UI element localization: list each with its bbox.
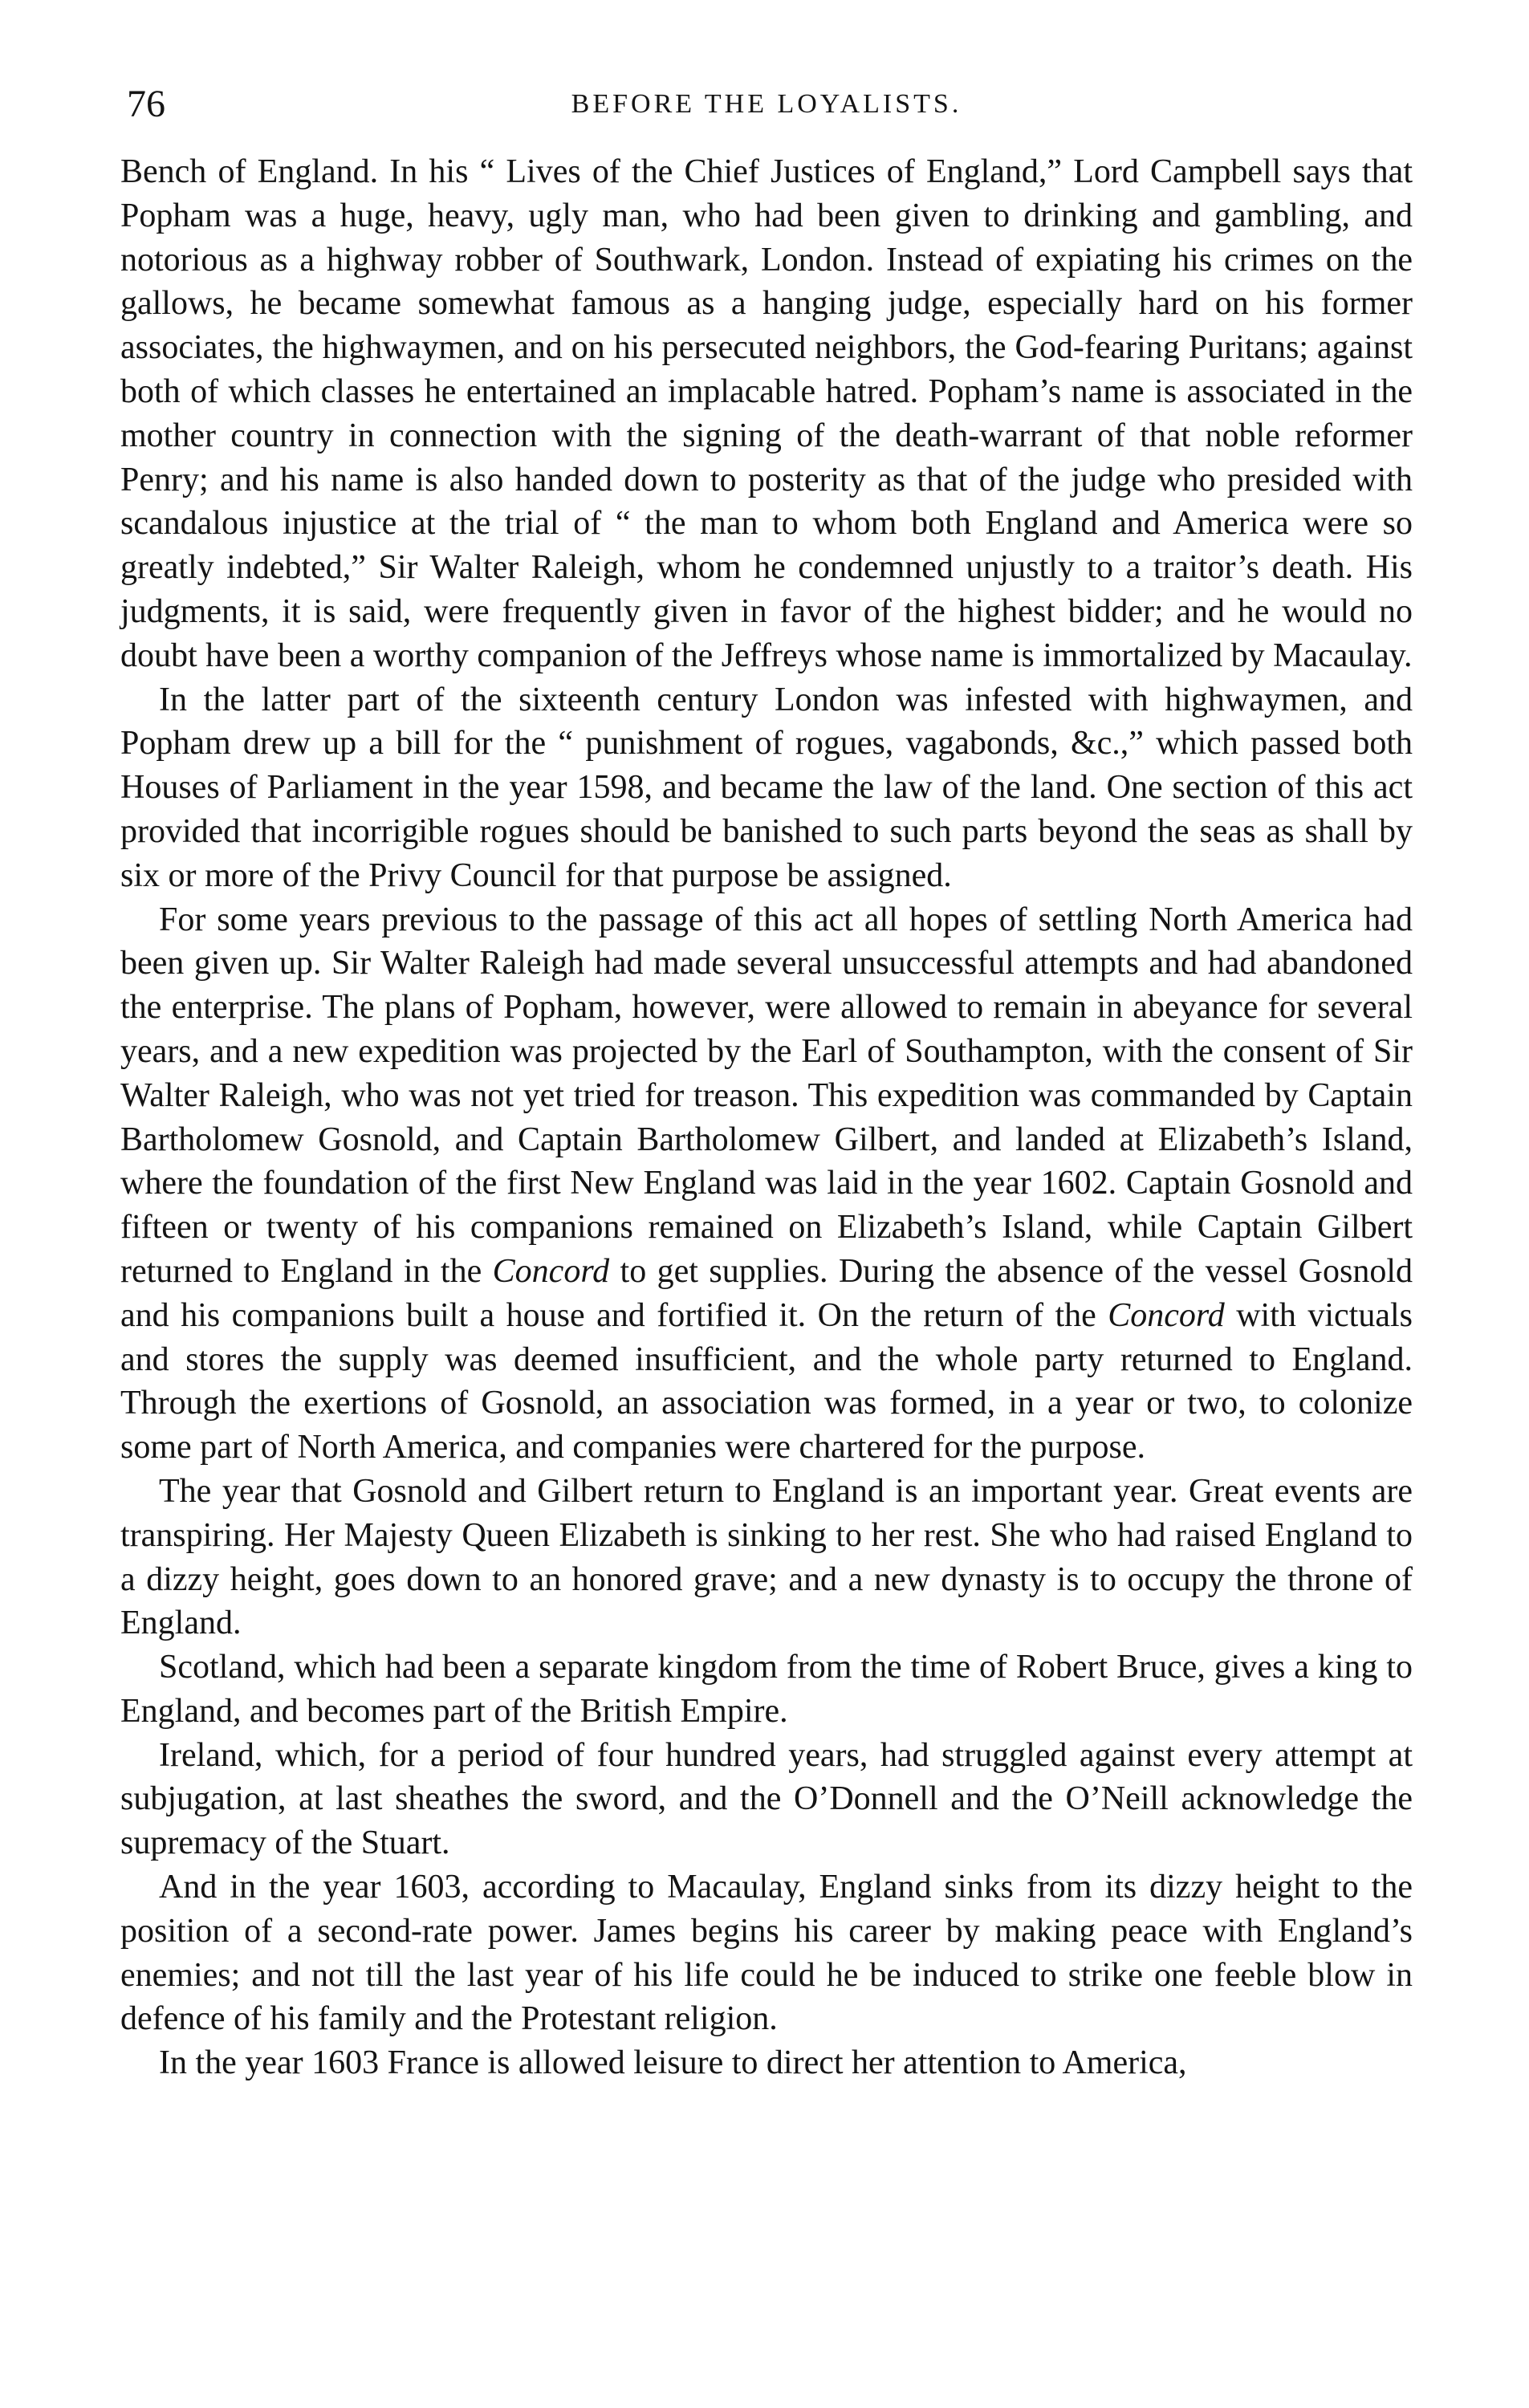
paragraph-text: with victuals and stores the supply was deemed insufficient, and the whole party returned to England. Through the exertions of Gosnold, an association was formed, in a year or two, to colonize some part of North America, and companies were chartered for the purpose. bbox=[120, 1296, 1413, 1466]
paragraph bbox=[120, 1645, 1413, 1734]
paragraph bbox=[120, 150, 1413, 678]
paragraph-text: For some years previous to the passage of this act all hopes of settling North America had been given up. Sir Walter Raleigh had made several unsuccessful attempts and had abandoned the enterprise. The plans of Popham, however, were allowed to remain in abeyance for several years, and a new expedition was projected by the Earl of Southampton, with the consent of Sir Walter Raleigh, who was not yet tried for treason. This expedition was commanded by Captain Bartholomew Gosnold, and Captain Bartholomew Gilbert, and landed at Elizabeth’s Island, where the foundation of the first New England was laid in the year 1602. Captain Gosnold and fifteen or twenty of his companions remained on Elizabeth’s Island, while Captain Gilbert returned to England in the bbox=[120, 901, 1413, 1290]
page-number: 76 bbox=[127, 83, 165, 125]
paragraph-text: Scotland, which had been a separate kingdom from the time of Robert Bruce, gives a king to England, and becomes part of the British Empire. bbox=[120, 1649, 1413, 1730]
body-text bbox=[120, 150, 1413, 2085]
paragraph bbox=[120, 1470, 1413, 1645]
paragraph bbox=[120, 1865, 1413, 2041]
book-page bbox=[120, 76, 1413, 2085]
paragraph-text: to get supplies. During the absence of the vessel Gosnold and his companions built a house and fortified it. On the return of the bbox=[120, 1252, 1413, 1334]
ship-name: Concord bbox=[492, 1252, 610, 1290]
paragraph-text: The year that Gosnold and Gilbert return to England is an important year. Great events are transpiring. Her Majesty Queen Elizabeth is sinking to her rest. She who had raised England to a dizzy height, goes down to an honored grave; and a new dynasty is to occupy the throne of England. bbox=[120, 1472, 1413, 1642]
running-title: BEFORE THE LOYALISTS. bbox=[571, 89, 962, 119]
paragraph-text: In the latter part of the sixteenth century London was infested with highwaymen, and Popham drew up a bill for the “ punishment of rogues, vagabonds, &c.,” which passed both Houses of Parliament in the year 1598, and became the law of the land. One section of this act provided that incorrigible rogues should be banished to such parts beyond the seas as shall by six or more of the Privy Council for that purpose be assigned. bbox=[120, 681, 1413, 894]
paragraph-text: In the year 1603 France is allowed leisure to direct her attention to America, bbox=[159, 2044, 1187, 2082]
paragraph-text: Bench of England. In his “ Lives of the Chief Justices of England,” Lord Campbell says that Popham was a huge, heavy, ugly man, who had been given to drinking and gambling, and notorious as a highway robber of Southwark, London. Instead of expiating his crimes on the gallows, he became somewhat famous as a hanging judge, especially hard on his former associates, the highwaymen, and on his persecuted neighbors, the God-fearing Puritans; against both of which classes he entertained an implacable hatred. Popham’s name is associated in the mother country in connection with the signing of the death-warrant of that noble reformer Penry; and his name is also handed down to posterity as that of the judge who presided with scandalous injustice at the trial of “ the man to whom both England and America were so greatly indebted,” Sir Walter Raleigh, whom he condemned unjustly to a traitor’s death. His judgments, it is said, were frequently given in favor of the highest bidder; and he would no doubt have been a worthy companion of the Jeffreys whose name is immortalized by Macaulay. bbox=[120, 153, 1413, 674]
paragraph bbox=[120, 898, 1413, 1470]
paragraph bbox=[120, 2041, 1413, 2085]
paragraph bbox=[120, 1734, 1413, 1865]
paragraph bbox=[120, 678, 1413, 898]
paragraph-text: Ireland, which, for a period of four hundred years, had struggled against every attempt at subjugation, at last sheathes the sword, and the O’Donnell and the O’Neill acknowledge the supremacy of the Stuart. bbox=[120, 1736, 1413, 1862]
ship-name: Concord bbox=[1108, 1296, 1225, 1334]
paragraph-text: And in the year 1603, according to Macaulay, England sinks from its dizzy height to the position of a second-rate power. James begins his career by making peace with England’s enemies; and not till the last year of his life could he be induced to strike one feeble blow in defence of his family and the Protestant religion. bbox=[120, 1869, 1413, 2038]
running-head bbox=[120, 76, 1413, 132]
